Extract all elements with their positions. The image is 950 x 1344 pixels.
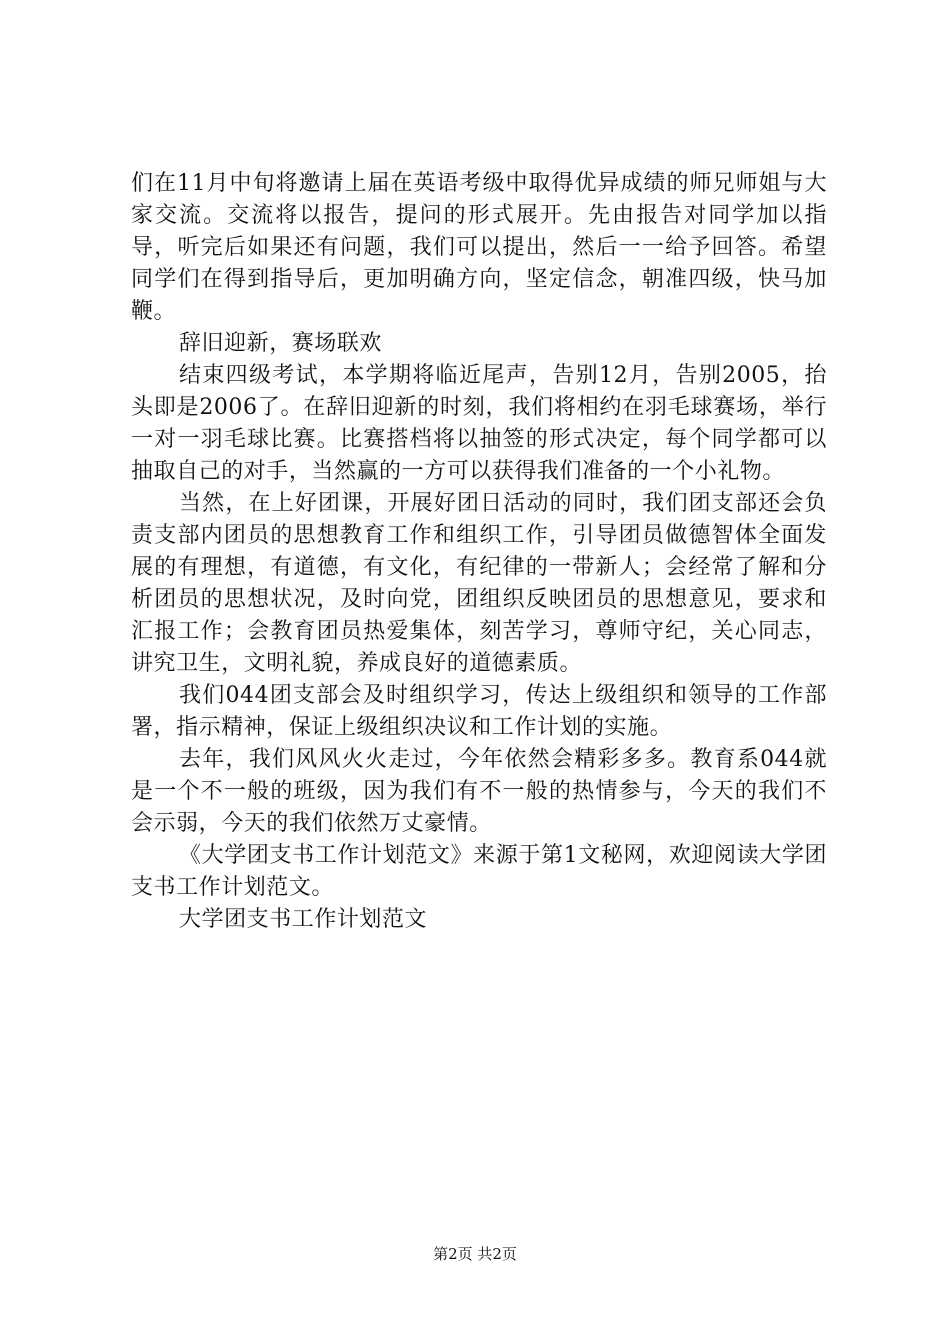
paragraph-continuation: 们在11月中旬将邀请上届在英语考级中取得优异成绩的师兄师姐与大家交流。交流将以报告，提问的形式展开。先由报告对同学加以指导，听完后如果还有问题，我们可以提出，然后一一给予回答。希望同学们在得到指导后，更加明确方向，坚定信念，朝准四级，快马加鞭。 [131,171,827,324]
page-footer [0,1244,950,1264]
paragraph-source-note: 《大学团支书工作计划范文》来源于第1文秘网，欢迎阅读大学团支书工作计划范文。 [131,843,827,900]
paragraph-study-organization: 我们044团支部会及时组织学习，传达上级组织和领导的工作部署，指示精神，保证上级组织决议和工作计划的实施。 [131,683,827,740]
document-body [131,168,827,936]
paragraph-class-spirit: 去年，我们风风火火走过，今年依然会精彩多多。教育系044就是一个不一般的班级，因为我们有不一般的热情参与，今天的我们不会示弱，今天的我们依然万丈豪情。 [131,747,827,836]
paragraph-closing-title: 大学团支书工作计划范文 [179,907,428,932]
page-number-label: 第2页 共2页 [433,1245,517,1263]
paragraph-badminton-event: 结束四级考试，本学期将临近尾声，告别12月，告别2005，抬头即是2006了。在辞旧迎新的时刻，我们将相约在羽毛球赛场，举行一对一羽毛球比赛。比赛搭档将以抽签的形式决定，每个同学都可以抽取自己的对手，当然赢的一方可以获得我们准备的一个小礼物。 [131,363,827,484]
section-heading-farewell-event: 辞旧迎新，赛场联欢 [179,331,382,356]
paragraph-league-duties: 当然，在上好团课，开展好团日活动的同时，我们团支部还会负责支部内团员的思想教育工作和组织工作，引导团员做德智体全面发展的有理想，有道德，有文化，有纪律的一带新人；会经常了解和分析团员的思想状况，及时向党，团组织反映团员的思想意见，要求和汇报工作；会教育团员热爱集体，刻苦学习，尊师守纪，关心同志，讲究卫生，文明礼貌，养成良好的道德素质。 [131,491,827,676]
